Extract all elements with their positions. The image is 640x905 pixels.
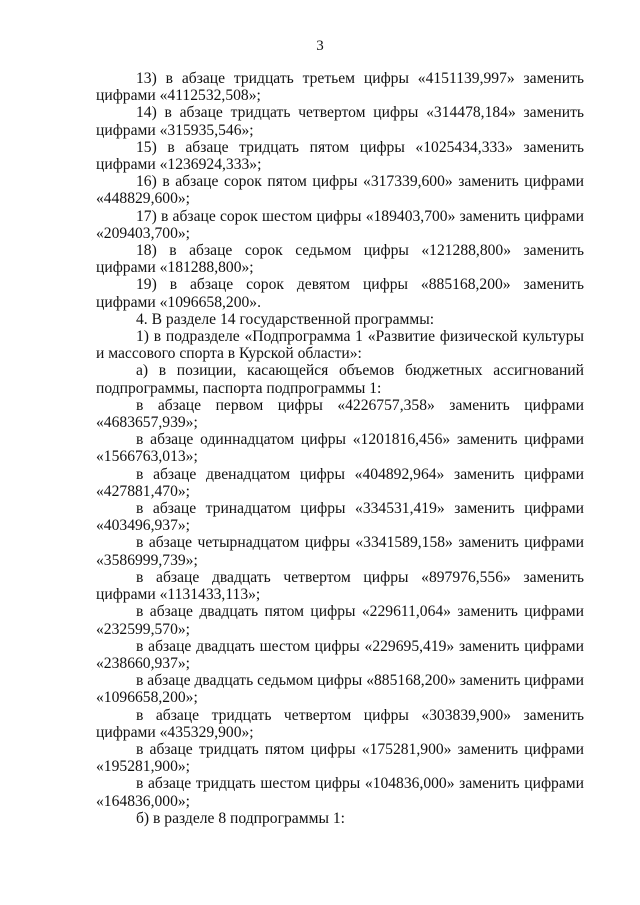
paragraph: 17) в абзаце сорок шестом цифры «189403,700» заменить цифрами «209403,700»; [96, 207, 584, 242]
paragraph: в абзаце тринадцатом цифры «334531,419» заменить цифрами «403496,937»; [96, 500, 584, 535]
paragraph: в абзаце тридцать четвертом цифры «303839,900» заменить цифрами «435329,900»; [96, 706, 584, 741]
page-number: 3 [316, 38, 324, 54]
section-heading: 4. В разделе 14 государственной программы: [136, 310, 435, 328]
paragraph: а) в позиции, касающейся объемов бюджетных ассигнований подпрограммы, паспорта подпрограммы 1: [96, 362, 584, 397]
paragraph: 16) в абзаце сорок пятом цифры «317339,600» заменить цифрами «448829,600»; [96, 173, 584, 208]
paragraph: в абзаце двадцать седьмом цифры «885168,200» заменить цифрами «1096658,200»; [96, 672, 584, 707]
paragraph: в абзаце двенадцатом цифры «404892,964» заменить цифрами «427881,470»; [96, 465, 584, 500]
paragraph: в абзаце четырнадцатом цифры «3341589,158» заменить цифрами «3586999,739»; [96, 534, 584, 569]
paragraph: 1) в подразделе «Подпрограмма 1 «Развитие физической культуры и массового спорта в Курской области»: [96, 328, 584, 363]
paragraph: в абзаце первом цифры «4226757,358» заменить цифрами «4683657,939»; [96, 396, 584, 432]
paragraph: в абзаце одиннадцатом цифры «1201816,456» заменить цифрами «1566763,013»; [96, 431, 584, 466]
paragraph: 18) в абзаце сорок седьмом цифры «121288,800» заменить цифрами «181288,800»; [96, 242, 584, 277]
document-body [96, 70, 584, 827]
paragraph: 19) в абзаце сорок девятом цифры «885168,200» заменить цифрами «1096658,200». [96, 276, 584, 311]
paragraph: 13) в абзаце тридцать третьем цифры «4151139,997» заменить цифрами «4112532,508»; [96, 70, 584, 105]
paragraph: в абзаце двадцать четвертом цифры «897976,556» заменить цифрами «1131433,113»; [96, 568, 584, 604]
paragraph: в абзаце двадцать пятом цифры «229611,064» заменить цифрами «232599,570»; [96, 603, 584, 638]
paragraph: 15) в абзаце тридцать пятом цифры «1025434,333» заменить цифрами «1236924,333»; [96, 138, 584, 174]
paragraph: в абзаце тридцать шестом цифры «104836,000» заменить цифрами «164836,000»; [96, 775, 584, 810]
paragraph: б) в разделе 8 подпрограммы 1: [136, 809, 345, 827]
paragraph: 14) в абзаце тридцать четвертом цифры «314478,184» заменить цифрами «315935,546»; [96, 104, 584, 139]
paragraph: в абзаце двадцать шестом цифры «229695,419» заменить цифрами «238660,937»; [96, 637, 584, 672]
paragraph: в абзаце тридцать пятом цифры «175281,900» заменить цифрами «195281,900»; [96, 740, 584, 776]
